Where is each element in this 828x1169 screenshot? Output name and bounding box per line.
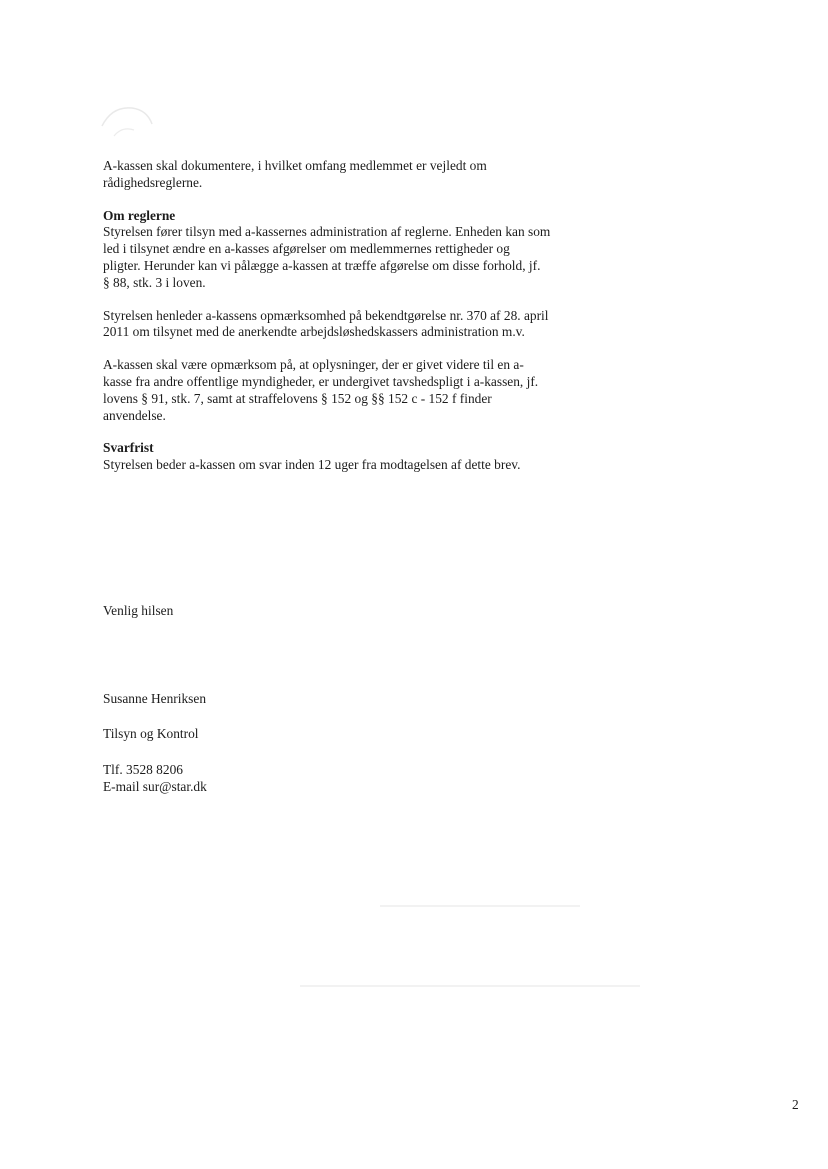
text-line: pligter. Herunder kan vi pålægge a-kassen at træffe afgørelse om disse forhold, jf. — [103, 257, 541, 273]
bleed-through-mark — [380, 905, 580, 907]
phone-number: Tlf. 3528 8206 — [103, 762, 183, 777]
text-line: A-kassen skal være opmærksom på, at oplysninger, der er givet videre til en a- — [103, 357, 524, 373]
rules-heading: Om reglerne — [103, 207, 176, 223]
deadline-heading: Svarfrist — [103, 440, 154, 456]
text-line: kasse fra andre offentlige myndigheder, er undergivet tavshedspligt i a-kassen, jf. — [103, 373, 539, 389]
text-line: Styrelsen beder a-kassen om svar inden 12 uger fra modtagelsen af dette brev. — [103, 457, 521, 473]
signer-name: Susanne Henriksen — [103, 691, 207, 706]
text-line: A-kassen skal dokumentere, i hvilket omfang medlemmet er vejledt om — [103, 158, 487, 173]
text-line: § 88, stk. 3 i loven. — [103, 274, 206, 290]
text-line: 2011 om tilsynet med de anerkendte arbejdsløshedskassers administration m.v. — [103, 324, 525, 340]
faded-stamp-icon — [92, 96, 162, 146]
bleed-through-mark — [300, 985, 640, 987]
department-name: Tilsyn og Kontrol — [103, 726, 199, 741]
closing-greeting: Venlig hilsen — [103, 603, 174, 618]
rules-section — [103, 208, 603, 292]
contact-block — [103, 762, 207, 796]
text-line: led i tilsynet ændre en a-kasses afgørelser om medlemmernes rettigheder og — [103, 241, 510, 257]
text-line: lovens § 91, stk. 7, samt at straffelovens § 152 og §§ 152 c - 152 f finder — [103, 390, 492, 406]
deadline-section — [103, 440, 603, 474]
documentation-paragraph — [103, 158, 603, 192]
text-line: Styrelsen fører tilsyn med a-kassernes administration af reglerne. Enheden kan som — [103, 224, 551, 240]
letter-body — [103, 158, 603, 490]
notice-paragraph — [103, 308, 603, 342]
text-line: Styrelsen henleder a-kassens opmærksomhed på bekendtgørelse nr. 370 af 28. april — [103, 307, 549, 323]
page-number: 2 — [792, 1097, 799, 1112]
text-line: anvendelse. — [103, 407, 166, 423]
text-line: rådighedsreglerne. — [103, 174, 203, 190]
confidentiality-paragraph — [103, 357, 603, 424]
email-address: E-mail sur@star.dk — [103, 778, 207, 794]
